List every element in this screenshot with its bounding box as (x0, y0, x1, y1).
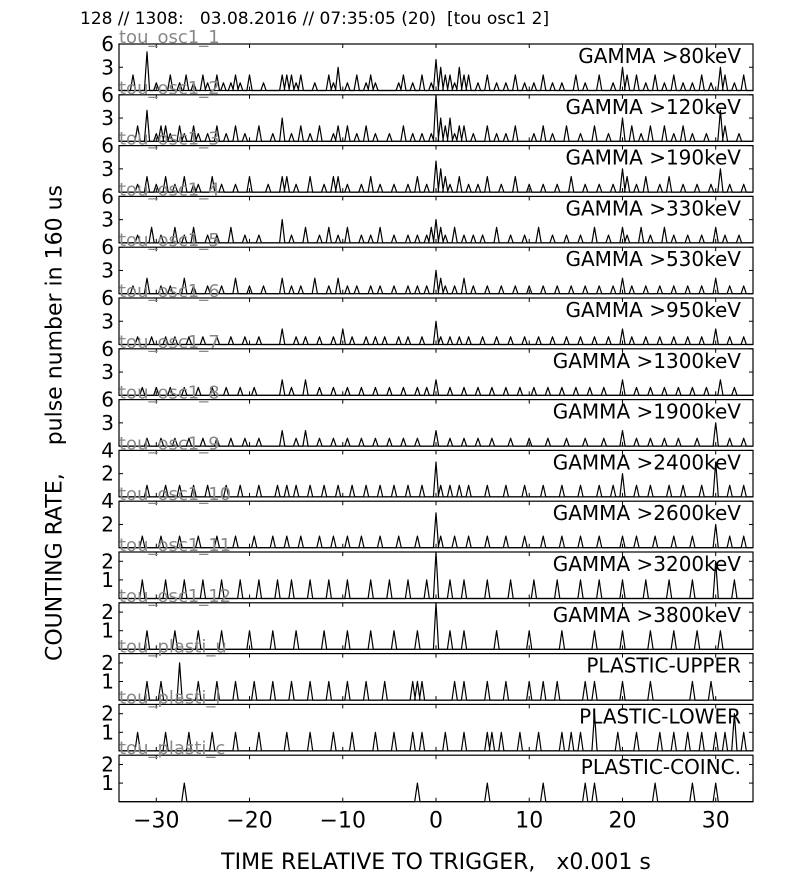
y-tick-label: 2 (101, 701, 114, 726)
channel-id-label: tou_osc1_4 (119, 179, 220, 201)
y-tick-label: 2 (101, 461, 114, 486)
channel-id-label: tou_osc1_7 (119, 331, 220, 353)
panel-title: GAMMA >2400keV (552, 450, 741, 475)
y-tick-label: 3 (101, 106, 114, 131)
panel-title: PLASTIC-UPPER (586, 653, 741, 678)
x-axis-label: TIME RELATIVE TO TRIGGER, x0.001 s (221, 850, 651, 875)
y-tick-label: 2 (101, 549, 114, 574)
channel-id-label: tou_osc1_10 (119, 484, 232, 506)
x-tick-label: −10 (319, 808, 366, 834)
panel-title: GAMMA >1300keV (552, 348, 741, 373)
y-tick-label: 1 (101, 669, 114, 694)
y-tick-label: 6 (101, 32, 114, 56)
panel-title: GAMMA >120keV (565, 94, 741, 119)
panel-title: GAMMA >2600keV (552, 501, 741, 526)
y-tick-label: 6 (101, 184, 114, 209)
panel-title: GAMMA >950keV (565, 298, 741, 322)
channel-id-label: tou_osc1_8 (119, 382, 220, 404)
channel-id-label: tou_osc1_5 (119, 230, 220, 252)
panel-title: GAMMA >1900keV (552, 399, 741, 424)
panel-title: GAMMA >3800keV (552, 602, 741, 627)
channel-id-label: tou_plasti_c (119, 738, 226, 760)
y-tick-label: 1 (101, 720, 114, 745)
y-tick-label: 3 (101, 207, 114, 232)
y-tick-label: 4 (101, 489, 114, 514)
x-tick-label: −30 (133, 808, 180, 834)
panel-title: GAMMA >190keV (565, 145, 741, 170)
channel-id-label: tou_osc1_12 (119, 585, 232, 607)
y-tick-label: 3 (101, 410, 114, 435)
y-tick-label: 3 (101, 55, 114, 80)
y-tick-label: 2 (101, 752, 114, 777)
y-tick-label: 3 (101, 309, 114, 334)
panel-title: GAMMA >330keV (565, 196, 741, 221)
channel-id-label: tou_plasti_l (119, 687, 221, 709)
channel-id-label: tou_osc1_9 (119, 433, 220, 455)
y-tick-label: 1 (101, 618, 114, 643)
y-tick-label: 2 (101, 512, 114, 537)
y-tick-label: 6 (101, 286, 114, 310)
y-tick-label: 6 (101, 387, 114, 412)
x-tick-label: 0 (429, 808, 443, 834)
panel-title: PLASTIC-COINC. (580, 755, 741, 780)
y-tick-label: 1 (101, 771, 114, 796)
channel-id-label: tou_osc1_3 (119, 128, 220, 150)
channel-id-label: tou_osc1_2 (119, 77, 220, 99)
channel-id-label: tou_osc1_11 (119, 535, 232, 556)
y-tick-label: 6 (101, 82, 114, 107)
y-tick-label: 2 (101, 650, 114, 675)
panel-title: PLASTIC-LOWER (579, 704, 741, 729)
y-tick-label: 2 (101, 600, 114, 625)
channel-id-label: tou_osc1_6 (119, 281, 220, 302)
y-tick-label: 6 (101, 133, 114, 158)
y-tick-label: 1 (101, 567, 114, 592)
chart-header: 128 // 1308: 03.08.2016 // 07:35:05 (20) [tou osc1 2] (80, 9, 550, 29)
y-axis-label: COUNTING RATE, pulse number in 160 us (42, 184, 68, 662)
y-tick-label: 6 (101, 336, 114, 361)
y-tick-label: 3 (101, 156, 114, 181)
x-tick-label: 30 (701, 808, 730, 834)
y-tick-label: 3 (101, 360, 114, 385)
y-tick-label: 4 (101, 438, 114, 463)
x-tick-label: 10 (515, 808, 544, 834)
x-tick-label: 20 (608, 808, 637, 834)
panel-title: GAMMA >80keV (578, 44, 741, 68)
channel-id-label: tou_osc1_1 (119, 27, 220, 48)
panel-title: GAMMA >3200keV (552, 552, 741, 576)
channel-id-label: tou_plasti_u (119, 636, 227, 658)
panel-title: GAMMA >530keV (565, 247, 741, 272)
x-tick-label: −20 (226, 808, 273, 834)
y-tick-label: 6 (101, 235, 114, 260)
y-tick-label: 3 (101, 258, 114, 283)
